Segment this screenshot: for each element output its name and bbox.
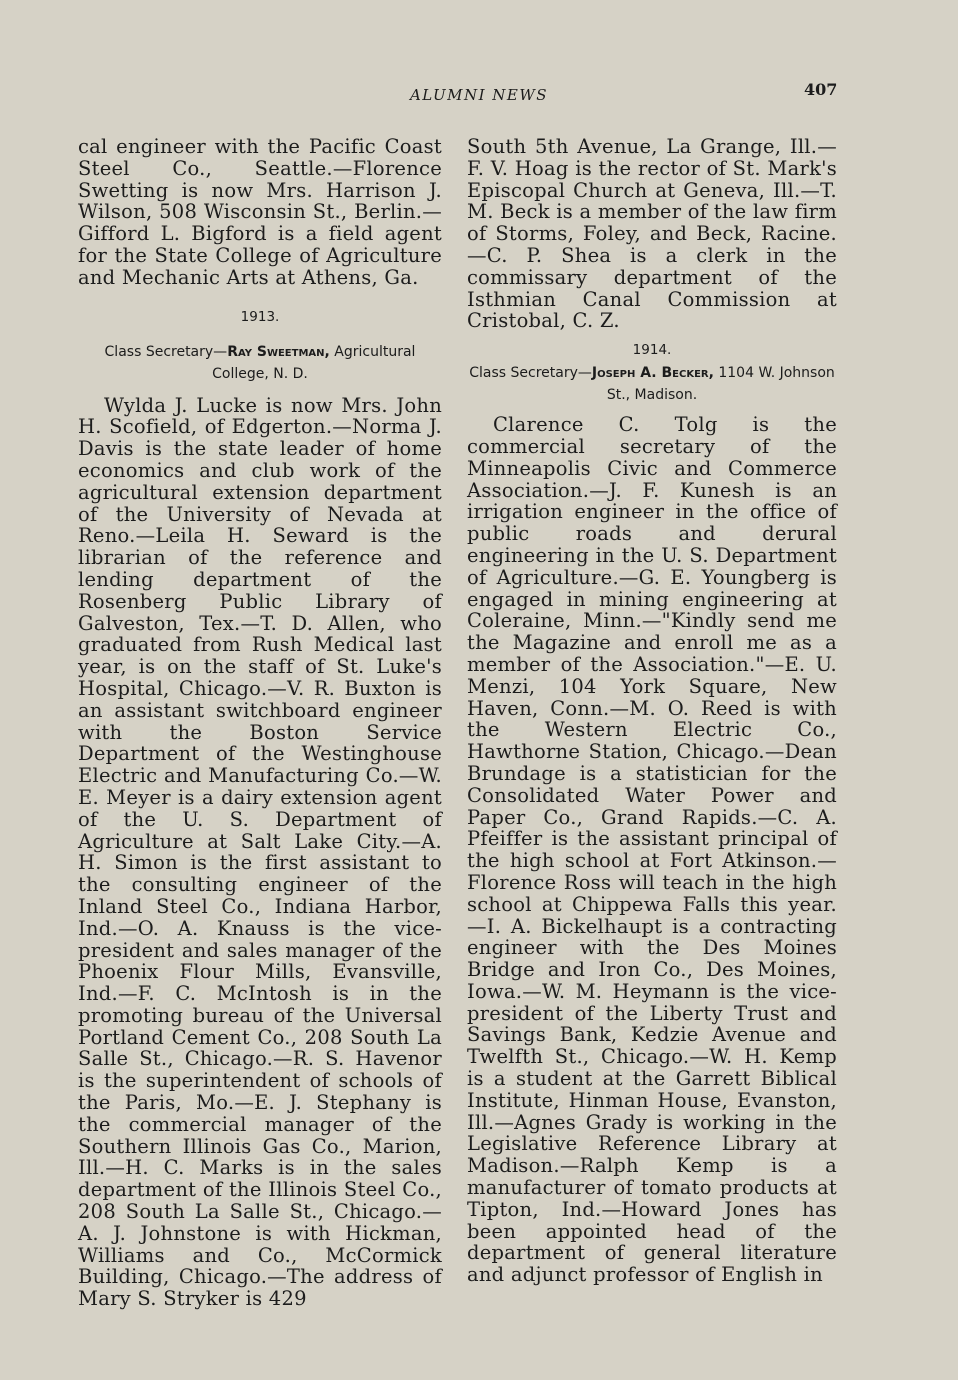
secretary-name: Joseph A. Becker, — [591, 365, 714, 382]
class-secretary-1914 — [467, 362, 837, 406]
secretary-address: 1104 W. Johnson St., Madison. — [606, 365, 835, 404]
running-title: ALUMNI NEWS — [409, 86, 549, 104]
secretary-prefix: Class Secretary— — [104, 343, 228, 360]
secretary-address: Agricultural College, N. D. — [212, 343, 416, 382]
class-year-heading-1914: 1914. — [632, 342, 672, 359]
secretary-prefix: Class Secretary— — [469, 365, 592, 382]
left-opening-paragraph: cal engineer with the Pacific Coast Steel Co., Seattle.—Florence Swetting is now Mrs. Harrison J. Wilson, 508 Wisconsin St., Berlin.—Gifford L. Bigford is a field agent for the State College of Agriculture and Mechanic Arts at Athens, Ga. — [78, 135, 442, 289]
page-number: 407 — [804, 80, 838, 99]
class-year-heading-1913: 1913. — [240, 308, 280, 325]
class-secretary-1913 — [78, 341, 442, 385]
secretary-name: Ray Sweetman, — [227, 343, 330, 360]
right-opening-paragraph: South 5th Avenue, La Grange, Ill.—F. V. Hoag is the rector of St. Mark's Episcopal Church at Geneva, Ill.—T. M. Beck is a member of the law firm of Storms, Foley, and Beck, Racine.—C. P. Shea is a clerk in the commissary department of the Isthmian Canal Commission at Cristobal, C. Z. — [467, 135, 837, 333]
right-body-paragraph: Clarence C. Tolg is the commercial secretary of the Minneapolis Civic and Commerce Association.—J. F. Kunesh is an irrigation engineer in the office of public roads and derural engineering in the U. S. Department of Agriculture.—G. E. Youngberg is engaged in mining engineering at Coleraine, Minn.—"Kindly send me the Magazine and enroll me as a member of the Association."—E. U. Menzi, 104 York Square, New Haven, Conn.—M. O. Reed is with the Western Electric Co., Hawthorne Station, Chicago.—Dean Brundage is a statistician for the Consolidated Water Power and Paper Co., Grand Rapids.—C. A. Pfeiffer is the assistant principal of the high school at Fort Atkinson.—Florence Ross will teach in the high school at Chippewa Falls this year.—I. A. Bickelhaupt is a contracting engineer with the Des Moines Bridge and Iron Co., Des Moines, Iowa.—W. M. Heymann is the vice-president of the Liberty Trust and Savings Bank, Kedzie Avenue and Twelfth St., Chicago.—W. H. Kemp is a student at the Garrett Biblical Institute, Hinman House, Evanston, Ill.—Agnes Grady is working in the Legislative Reference Library at Madison.—Ralph Kemp is a manufacturer of tomato products at Tipton, Ind.—Howard Jones has been appointed head of the department of general literature and adjunct professor of English in — [467, 413, 837, 1287]
left-body-paragraph: Wylda J. Lucke is now Mrs. John H. Scofield, of Edgerton.—Norma J. Davis is the state leader of home economics and club work of the agricultural extension department of the University of Nevada at Reno.—Leila H. Seward is the librarian of the reference and lending department of the Rosenberg Public Library of Galveston, Tex.—T. D. Allen, who graduated from Rush Medical last year, is on the staff of St. Luke's Hospital, Chicago.—V. R. Buxton is an assistant switchboard engineer with the Boston Service Department of the Westinghouse Electric and Manufacturing Co.—W. E. Meyer is a dairy extension agent of the U. S. Department of Agriculture at Salt Lake City.—A. H. Simon is the first assistant to the consulting engineer of the Inland Steel Co., Indiana Harbor, Ind.—O. A. Knauss is the vice-president and sales manager of the Phoenix Flour Mills, Evansville, Ind.—F. C. McIntosh is in the promoting bureau of the Universal Portland Cement Co., 208 South La Salle St., Chicago.—R. S. Havenor is the superintendent of schools of the Paris, Mo.—E. J. Stephany is the commercial manager of the Southern Illinois Gas Co., Marion, Ill.—H. C. Marks is in the sales department of the Illinois Steel Co., 208 South La Salle St., Chicago.—A. J. Johnstone is with Hickman, Williams and Co., McCormick Building, Chicago.—The address of Mary S. Stryker is 429 — [78, 393, 442, 1311]
left-column — [78, 136, 442, 1310]
right-column — [467, 136, 837, 1286]
